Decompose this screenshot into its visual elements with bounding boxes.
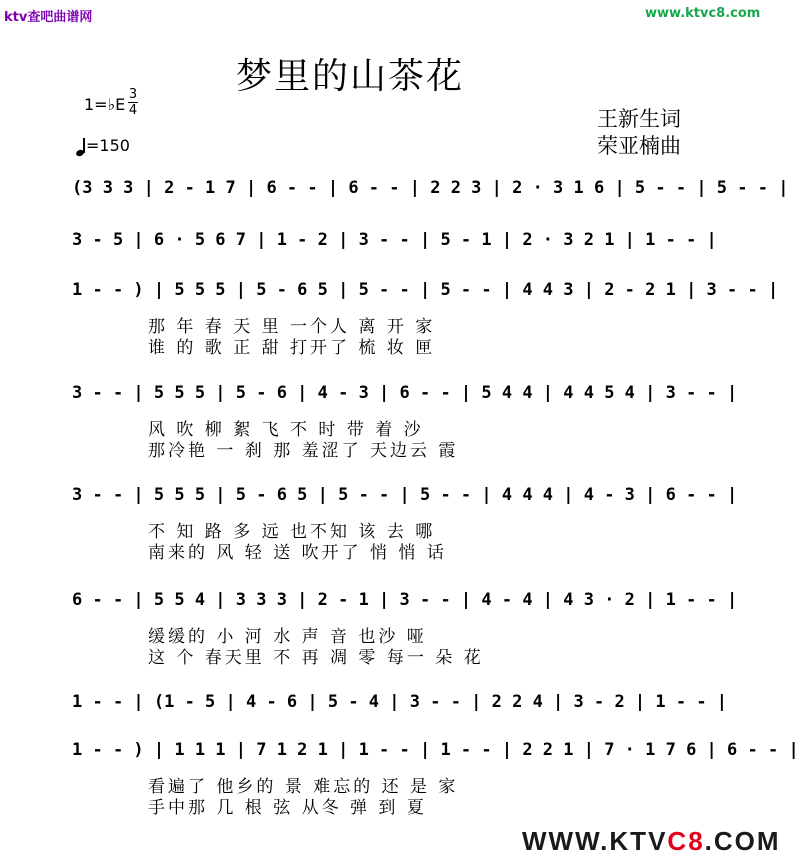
lyric-line-8a: 看遍了 他乡的 景 难忘的 还 是 家 [148, 777, 459, 797]
lyric-line-6b: 这 个 春天里 不 再 凋 零 每一 朵 花 [148, 648, 484, 668]
notation-line-3: 1 - - ) | 5 5 5 | 5 - 6 5 | 5 - - | 5 - - | 4 4 3 | 2 - 2 1 | 3 - - | [72, 280, 779, 300]
watermark-bottom-part-c: .COM [704, 826, 781, 856]
notation-line-4: 3 - - | 5 5 5 | 5 - 6 | 4 - 3 | 6 - - | 5 4 4 | 4 4 5 4 | 3 - - | [72, 383, 738, 403]
lyricist-credit: 王新生词 [597, 107, 681, 131]
key-signature: 1=♭E [84, 95, 126, 114]
lyric-line-5b: 南来的 风 轻 送 吹开了 悄 悄 话 [148, 543, 447, 563]
watermark-top-left: ktv查吧曲谱网 [4, 10, 93, 25]
watermark-bottom-part-a: WWW.KTV [522, 826, 668, 856]
time-sig-numerator: 3 [128, 87, 138, 102]
song-title: 梦里的山茶花 [236, 56, 465, 97]
notation-line-5: 3 - - | 5 5 5 | 5 - 6 5 | 5 - - | 5 - - | 4 4 4 | 4 - 3 | 6 - - | [72, 485, 738, 505]
lyric-line-8b: 手中那 几 根 弦 从冬 弹 到 夏 [148, 798, 427, 818]
lyric-line-5a: 不 知 路 多 远 也不知 该 去 哪 [148, 522, 436, 542]
lyric-line-4a: 风 吹 柳 絮 飞 不 时 带 着 沙 [148, 420, 424, 440]
composer-credit: 荣亚楠曲 [597, 134, 681, 158]
lyric-line-3b: 谁 的 歌 正 甜 打开了 梳 妆 匣 [148, 338, 436, 358]
tempo-value: =150 [86, 136, 130, 155]
lyric-line-6a: 缓缓的 小 河 水 声 音 也沙 哑 [148, 627, 427, 647]
time-sig-denominator: 4 [128, 103, 138, 118]
notation-line-8: 1 - - ) | 1 1 1 | 7 1 2 1 | 1 - - | 1 - - | 2 2 1 | 7 · 1 7 6 | 6 - - | [72, 740, 799, 760]
quarter-note-icon [76, 138, 86, 156]
notation-line-6: 6 - - | 5 5 4 | 3 3 3 | 2 - 1 | 3 - - | 4 - 4 | 4 3 · 2 | 1 - - | [72, 590, 738, 610]
lyric-line-4b: 那冷艳 一 刹 那 羞涩了 天边云 霞 [148, 441, 459, 461]
lyric-line-3a: 那 年 春 天 里 一个人 离 开 家 [148, 317, 436, 337]
notation-line-1: (3 3 3 | 2 - 1 7 | 6 - - | 6 - - | 2 2 3 | 2 · 3 1 6 | 5 - - | 5 - - | [72, 178, 789, 198]
notation-line-2: 3 - 5 | 6 · 5 6 7 | 1 - 2 | 3 - - | 5 - 1 | 2 · 3 2 1 | 1 - - | [72, 230, 717, 250]
tempo-mark [76, 136, 130, 156]
notation-line-7: 1 - - | (1 - 5 | 4 - 6 | 5 - 4 | 3 - - | 2 2 4 | 3 - 2 | 1 - - | [72, 692, 728, 712]
time-signature [128, 88, 138, 117]
watermark-bottom-part-b: C8 [667, 826, 705, 856]
watermark-top-right: www.ktvc8.com [645, 6, 761, 21]
watermark-bottom-logo [522, 826, 781, 857]
